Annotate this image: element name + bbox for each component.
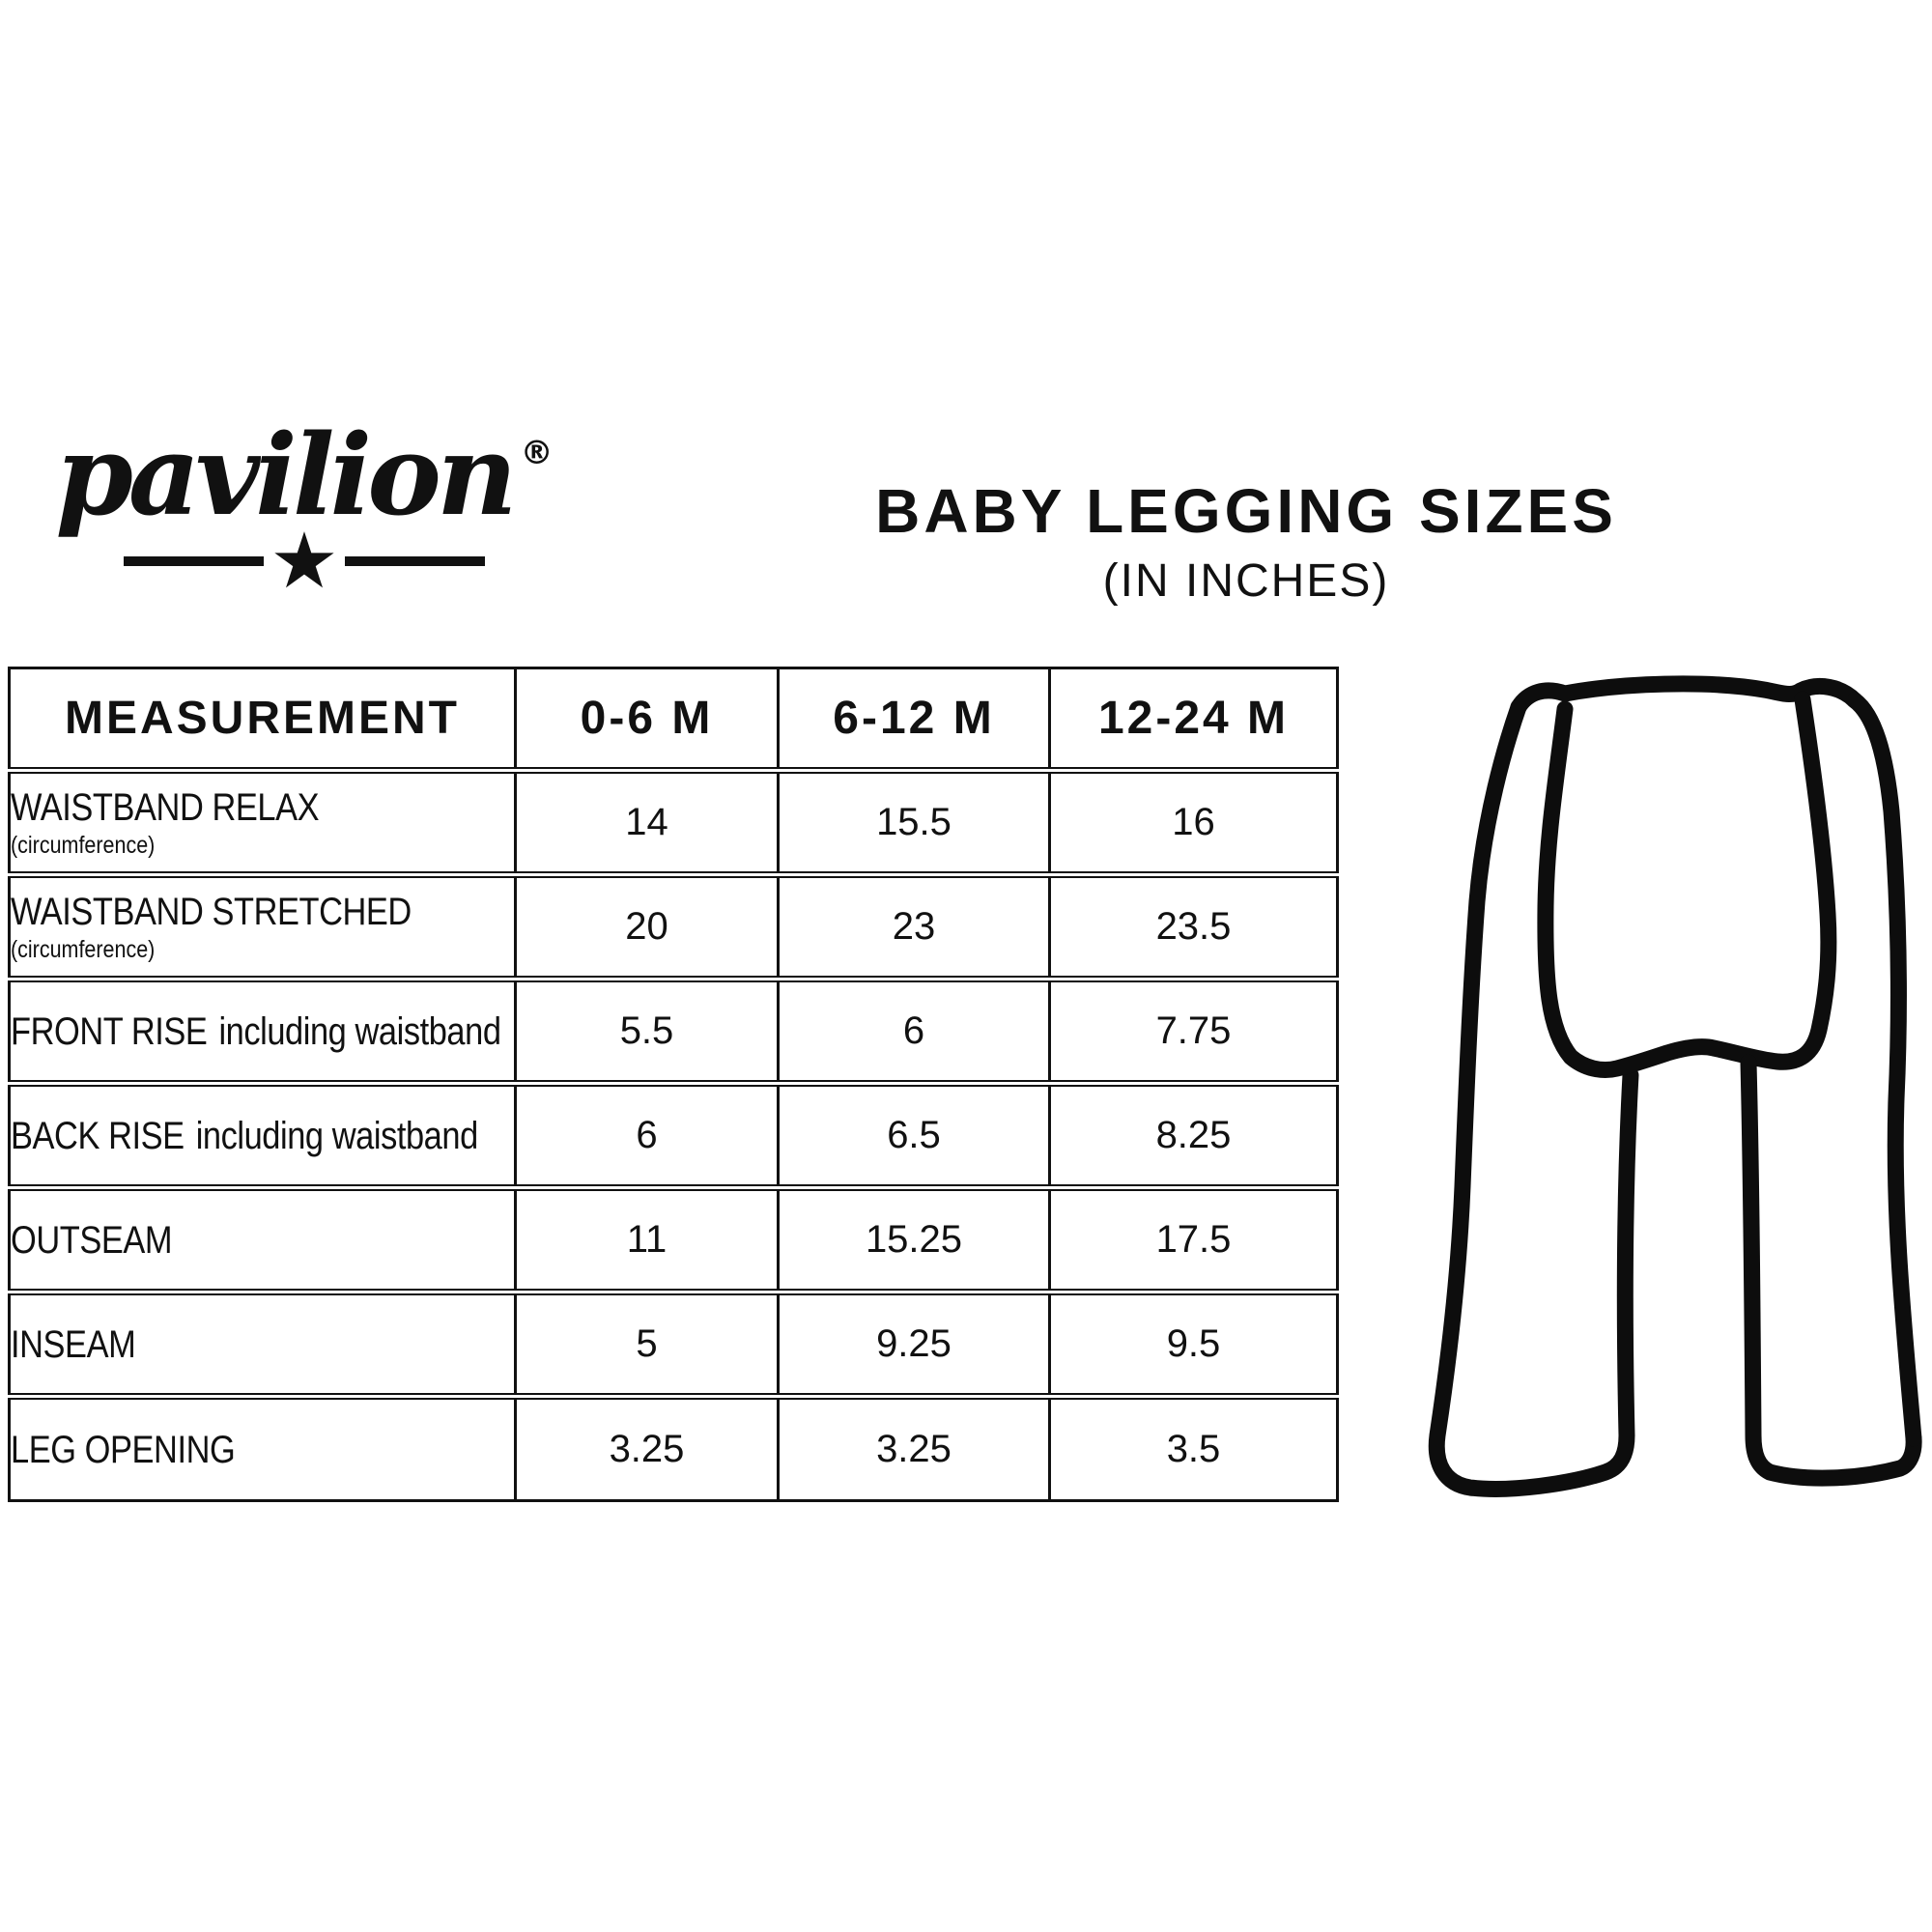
value-6-12m: 15.25 — [779, 1188, 1050, 1293]
value-12-24m: 8.25 — [1050, 1084, 1338, 1188]
page-subtitle: (IN INCHES) — [1102, 555, 1390, 607]
table-row — [10, 1188, 1338, 1293]
measurement-name: BACK RISE — [11, 1114, 185, 1157]
registered-trademark-icon: ® — [520, 434, 554, 472]
baby-leggings-illustration — [1418, 674, 1930, 1515]
column-header-measurement: MEASUREMENT — [10, 668, 516, 771]
table-row — [10, 875, 1338, 980]
table-row — [10, 771, 1338, 875]
measurement-name: WAISTBAND RELAX — [11, 786, 320, 830]
size-table — [8, 667, 1339, 1502]
value-6-12m: 15.5 — [779, 771, 1050, 875]
value-12-24m: 9.5 — [1050, 1293, 1338, 1397]
page-title: BABY LEGGING SIZES — [875, 476, 1617, 546]
value-0-6m: 11 — [516, 1188, 779, 1293]
star-icon: ★ — [270, 515, 339, 606]
table-row — [10, 1397, 1338, 1501]
table-row — [10, 980, 1338, 1084]
row-label — [10, 1397, 516, 1501]
measurement-name: OUTSEAM — [11, 1218, 173, 1262]
page-title-block — [850, 475, 1642, 608]
divider-line-right — [345, 556, 485, 566]
brand-logo — [53, 411, 555, 606]
measurement-note: including waistband — [195, 1114, 478, 1157]
value-6-12m: 23 — [779, 875, 1050, 980]
brand-name-text: pavilion — [55, 411, 513, 541]
value-12-24m: 23.5 — [1050, 875, 1338, 980]
measurement-sublabel: (circumference) — [11, 832, 156, 860]
column-header-12-24m: 12-24 M — [1050, 668, 1338, 771]
value-12-24m: 16 — [1050, 771, 1338, 875]
value-0-6m: 6 — [516, 1084, 779, 1188]
value-6-12m: 6.5 — [779, 1084, 1050, 1188]
row-label — [10, 1188, 516, 1293]
value-12-24m: 7.75 — [1050, 980, 1338, 1084]
row-label — [10, 980, 516, 1084]
row-label — [10, 1293, 516, 1397]
table-row — [10, 1084, 1338, 1188]
logo-star-divider — [53, 515, 555, 606]
value-6-12m: 9.25 — [779, 1293, 1050, 1397]
column-header-6-12m: 6-12 M — [779, 668, 1050, 771]
table-row — [10, 1293, 1338, 1397]
measurement-name: INSEAM — [11, 1322, 136, 1366]
row-label — [10, 771, 516, 875]
value-0-6m: 20 — [516, 875, 779, 980]
leggings-outline-icon — [1418, 674, 1930, 1515]
column-header-0-6m: 0-6 M — [516, 668, 779, 771]
row-label — [10, 875, 516, 980]
value-6-12m: 3.25 — [779, 1397, 1050, 1501]
measurement-name: LEG OPENING — [11, 1428, 236, 1471]
measurement-name: FRONT RISE — [11, 1009, 208, 1053]
measurement-sublabel: (circumference) — [11, 936, 156, 964]
divider-line-left — [124, 556, 264, 566]
measurement-note: including waistband — [218, 1009, 501, 1053]
value-0-6m: 5 — [516, 1293, 779, 1397]
value-0-6m: 5.5 — [516, 980, 779, 1084]
value-0-6m: 3.25 — [516, 1397, 779, 1501]
header-row — [10, 668, 1338, 771]
value-12-24m: 3.5 — [1050, 1397, 1338, 1501]
value-12-24m: 17.5 — [1050, 1188, 1338, 1293]
measurement-name: WAISTBAND STRETCHED — [11, 891, 412, 934]
value-0-6m: 14 — [516, 771, 779, 875]
value-6-12m: 6 — [779, 980, 1050, 1084]
row-label — [10, 1084, 516, 1188]
